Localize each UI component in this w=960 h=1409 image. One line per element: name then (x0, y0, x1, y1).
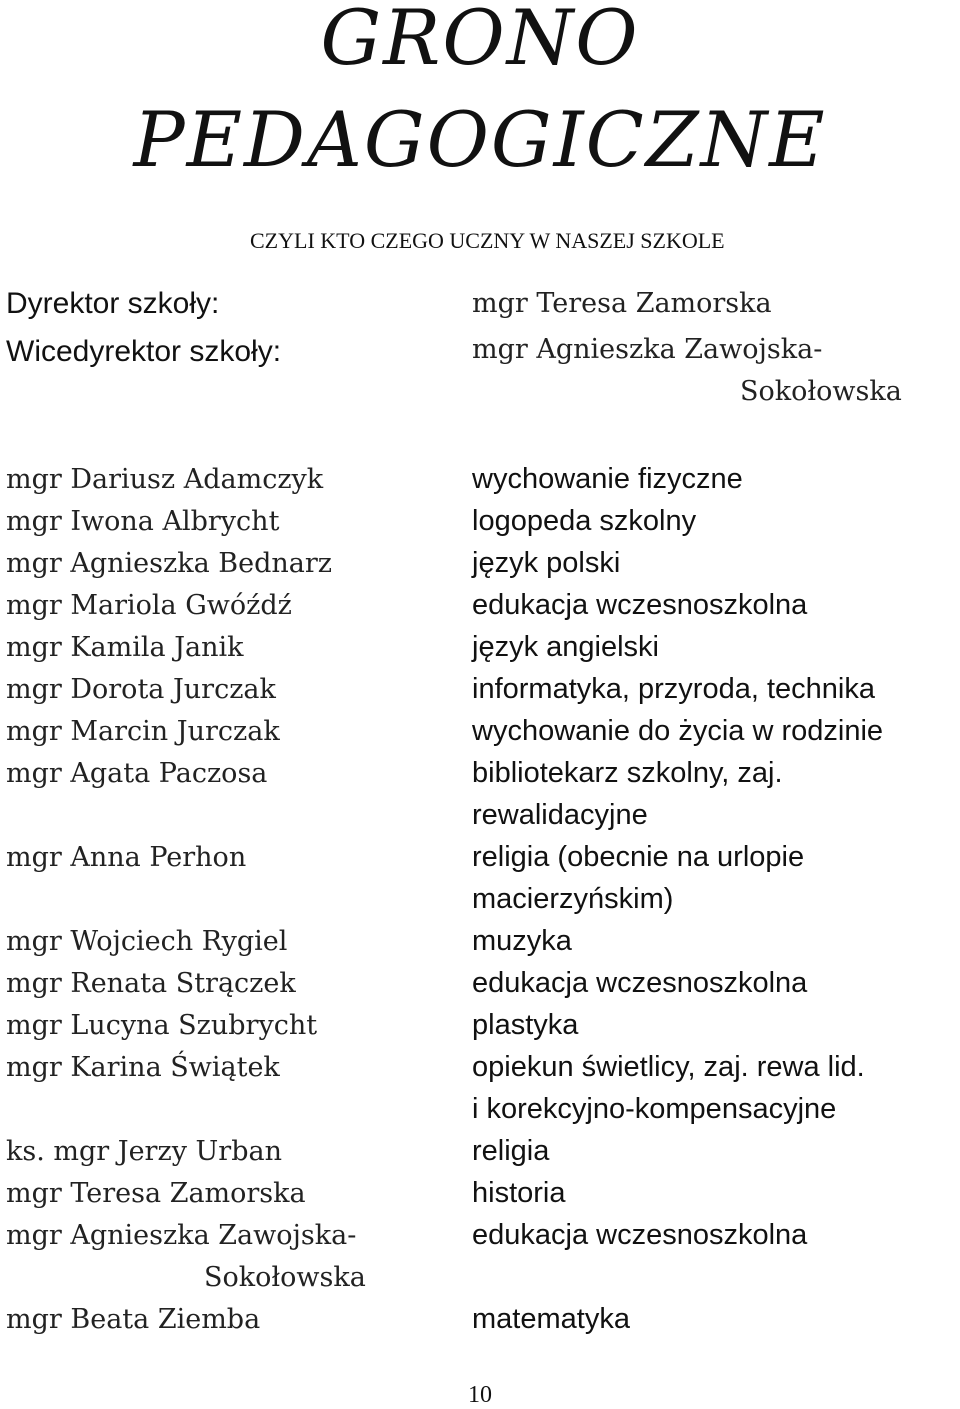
staff-name: mgr Dorota Jurczak (6, 674, 276, 705)
staff-role: informatyka, przyroda, technika (472, 673, 875, 705)
staff-role-continued: rewalidacyjne (472, 799, 648, 831)
director-label: Dyrektor szkoły: (6, 287, 220, 320)
staff-role: wychowanie fizyczne (472, 463, 743, 495)
staff-role: edukacja wczesnoszkolna (472, 589, 808, 621)
staff-name: mgr Mariola Gwóźdź (6, 590, 292, 621)
staff-name: ks. mgr Jerzy Urban (6, 1136, 282, 1167)
staff-role: muzyka (472, 925, 572, 957)
staff-name: mgr Dariusz Adamczyk (6, 464, 324, 495)
staff-name: mgr Iwona Albrycht (6, 506, 280, 537)
staff-role: język angielski (472, 631, 659, 663)
vice-director-name-continued: Sokołowska (740, 376, 902, 407)
staff-name-continued: Sokołowska (204, 1262, 366, 1293)
staff-name: mgr Kamila Janik (6, 632, 244, 663)
director-name: mgr Teresa Zamorska (472, 288, 772, 319)
staff-name: mgr Lucyna Szubrycht (6, 1010, 318, 1041)
vice-director-label: Wicedyrektor szkoły: (6, 335, 282, 368)
staff-role: logopeda szkolny (472, 505, 697, 537)
page-title-line-2: PEDAGOGICZNE (133, 95, 827, 184)
page-subtitle: CZYLI KTO CZEGO UCZNY W NASZEJ SZKOLE (250, 228, 725, 253)
staff-name: mgr Teresa Zamorska (6, 1178, 306, 1209)
staff-name: mgr Agnieszka Zawojska- (6, 1220, 357, 1251)
staff-name: mgr Beata Ziemba (6, 1304, 261, 1335)
staff-name: mgr Renata Strączek (6, 968, 296, 999)
staff-name: mgr Wojciech Rygiel (6, 926, 288, 957)
staff-name: mgr Anna Perhon (6, 842, 247, 873)
staff-role: opiekun świetlicy, zaj. rewa lid. (472, 1051, 865, 1083)
staff-role: edukacja wczesnoszkolna (472, 1219, 808, 1251)
page-title-line-1: GRONO (320, 0, 640, 82)
staff-role: bibliotekarz szkolny, zaj. (472, 757, 783, 789)
staff-role-continued: macierzyńskim) (472, 883, 674, 915)
staff-name: mgr Agata Paczosa (6, 758, 268, 789)
staff-role: wychowanie do życia w rodzinie (472, 715, 884, 747)
vice-director-name: mgr Agnieszka Zawojska- (472, 334, 823, 365)
page-number: 10 (468, 1382, 492, 1408)
staff-role: matematyka (472, 1303, 630, 1335)
staff-role: religia (472, 1135, 550, 1167)
staff-role-continued: i korekcyjno-kompensacyjne (472, 1093, 837, 1125)
staff-role: historia (472, 1177, 566, 1209)
staff-role: plastyka (472, 1009, 579, 1041)
staff-role: język polski (472, 547, 621, 579)
staff-name: mgr Marcin Jurczak (6, 716, 280, 747)
staff-role: religia (obecnie na urlopie (472, 841, 805, 873)
staff-name: mgr Agnieszka Bednarz (6, 548, 333, 579)
staff-role: edukacja wczesnoszkolna (472, 967, 808, 999)
staff-name: mgr Karina Świątek (6, 1052, 280, 1083)
